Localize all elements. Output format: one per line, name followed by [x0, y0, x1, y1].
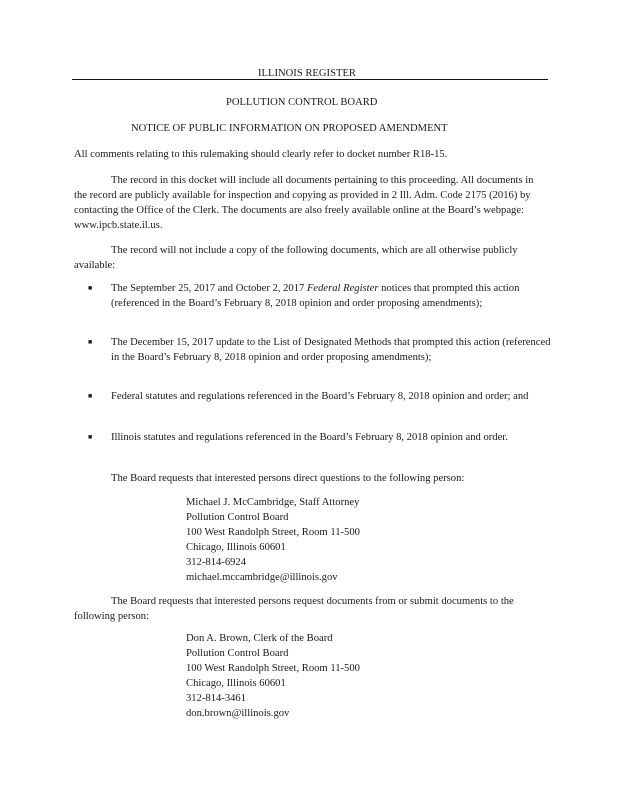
list-item-text: The September 25, 2017 and October 2, 2017 Federal Register notices that prompted this action (referenced in the Board’s February 8, 2018 opinion and order proposing amendments); — [111, 283, 520, 309]
contact-phone: 312-814-3461 — [186, 693, 247, 704]
contact-email[interactable]: michael.mccambridge@illinois.gov — [186, 572, 338, 583]
contact-org: Pollution Control Board — [186, 512, 289, 523]
documents-intro: The Board requests that interested persons request documents from or submit documents to the following person: — [74, 596, 514, 622]
record-paragraph: The record in this docket will include all documents pertaining to this proceeding. All documents in the record are publicly available for inspection and copying as provided in 2 Ill. Adm. Code 2175 (2016) by contacting the Office of the Clerk. The documents are also freely available online at the Board’s webpage: www.ipcb.state.il.us. — [74, 175, 534, 231]
exclusions-intro: The record will not include a copy of the following documents, which are all otherwise publicly available: — [74, 245, 518, 271]
contact-email[interactable]: don.brown@illinois.gov — [186, 708, 290, 719]
register-title: ILLINOIS REGISTER — [258, 68, 356, 79]
list-item-text: The December 15, 2017 update to the List of Designated Methods that prompted this action (referenced in the Board’s February 8, 2018 opinion and order proposing amendments); — [111, 337, 551, 363]
notice-title: NOTICE OF PUBLIC INFORMATION ON PROPOSED AMENDMENT — [131, 123, 448, 134]
list-item-text: Illinois statutes and regulations referenced in the Board’s February 8, 2018 opinion and order. — [111, 432, 508, 443]
bullet-icon: ■ — [88, 284, 93, 292]
bullet-icon: ■ — [88, 433, 93, 441]
list-item-text: Federal statutes and regulations referenced in the Board’s February 8, 2018 opinion and order; and — [111, 391, 529, 402]
contact-street: 100 West Randolph Street, Room 11-500 — [186, 663, 360, 674]
contact-name: Don A. Brown, Clerk of the Board — [186, 633, 333, 644]
documents-contact-block — [186, 631, 360, 721]
contact-city: Chicago, Illinois 60601 — [186, 678, 286, 689]
contact-org: Pollution Control Board — [186, 648, 289, 659]
docket-line: All comments relating to this rulemaking should clearly refer to docket number R18-15. — [74, 149, 448, 160]
questions-intro: The Board requests that interested persons direct questions to the following person: — [111, 473, 465, 484]
contact-street: 100 West Randolph Street, Room 11-500 — [186, 527, 360, 538]
questions-contact-block — [186, 495, 360, 585]
bullet-icon: ■ — [88, 338, 93, 346]
board-name: POLLUTION CONTROL BOARD — [226, 97, 378, 108]
contact-phone: 312-814-6924 — [186, 557, 247, 568]
header-rule — [72, 79, 548, 80]
contact-name: Michael J. McCambridge, Staff Attorney — [186, 497, 360, 508]
contact-city: Chicago, Illinois 60601 — [186, 542, 286, 553]
bullet-icon: ■ — [88, 392, 93, 400]
